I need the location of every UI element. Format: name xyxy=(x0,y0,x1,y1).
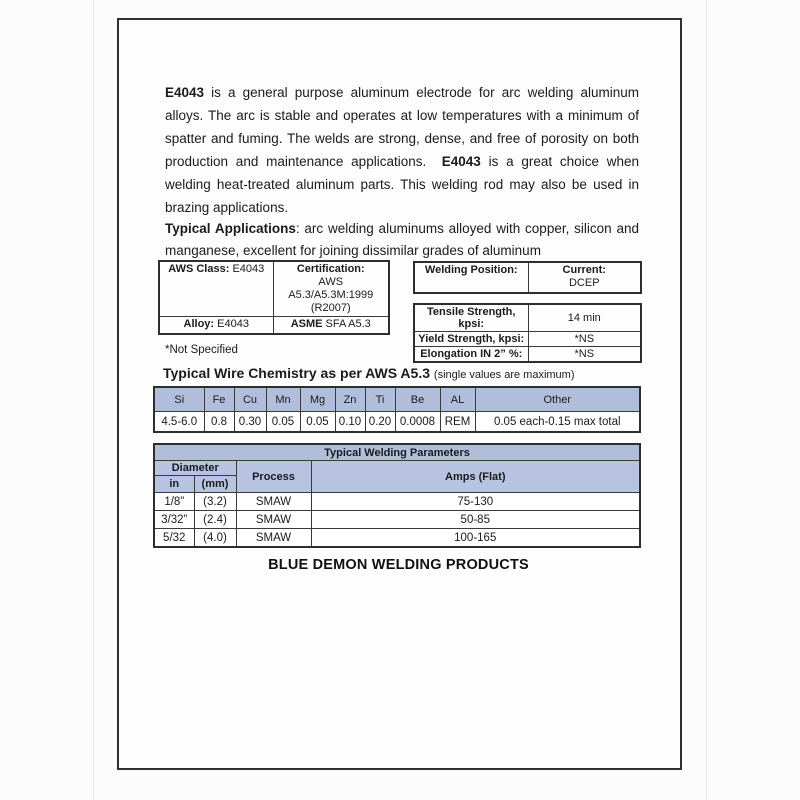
wire-chemistry-table xyxy=(153,386,641,433)
aws-class-cell xyxy=(159,261,273,317)
chem-header-cell: Be xyxy=(395,387,440,412)
table-row xyxy=(414,304,641,332)
not-specified-footnote: *Not Specified xyxy=(165,344,238,356)
chem-value-cell: 0.05 each-0.15 max total xyxy=(475,412,640,433)
yield-strength-value: *NS xyxy=(528,332,641,347)
diameter-in-value: 3/32” xyxy=(154,511,194,529)
chem-value-cell: 0.20 xyxy=(365,412,395,433)
aws-class-value: E4043 xyxy=(232,263,265,275)
chem-value-cell: 0.8 xyxy=(204,412,234,433)
chem-header-cell: AL xyxy=(440,387,475,412)
diameter-mm-value: (3.2) xyxy=(194,493,236,511)
amps-value: 50-85 xyxy=(311,511,640,529)
chem-header-cell: Mn xyxy=(266,387,300,412)
description-text-1: is a general purpose aluminum electrode for arc welding aluminum alloys. The arc is stable and operates at low temperatures with a minimum of spatter and fuming. The welds are strong, dense, and free of porosity on both production and maintenance applications. xyxy=(165,84,639,169)
mm-header: (mm) xyxy=(194,476,236,493)
asme-label: ASME xyxy=(290,318,323,330)
alloy-label: Alloy: xyxy=(183,318,215,330)
chem-value-cell: REM xyxy=(440,412,475,433)
yield-strength-label: Yield Strength, kpsi: xyxy=(414,332,528,347)
product-description-paragraph xyxy=(165,81,639,219)
wire-chemistry-note: (single values are maximum) xyxy=(433,369,575,381)
table-row xyxy=(154,511,640,529)
amps-header: Amps (Flat) xyxy=(311,461,640,493)
typical-applications-paragraph xyxy=(165,218,639,262)
chem-value-cell: 4.5-6.0 xyxy=(154,412,204,433)
chem-header-cell: Cu xyxy=(234,387,266,412)
welding-position-label: Welding Position: xyxy=(424,264,518,276)
chem-value-cell: 0.0008 xyxy=(395,412,440,433)
parameters-header-row xyxy=(154,461,640,476)
certification-label: Certification: xyxy=(296,263,365,275)
alloy-cell xyxy=(159,317,273,335)
description-text-2: is a great choice when welding heat-treated aluminum parts. This welding rod may also be used in brazing applications. xyxy=(165,153,639,215)
process-header: Process xyxy=(236,461,311,493)
elongation-value: *NS xyxy=(528,347,641,363)
chem-value-cell: 0.05 xyxy=(300,412,335,433)
chem-header-cell: Zn xyxy=(335,387,365,412)
parameters-title-row xyxy=(154,444,640,461)
chem-value-cell: 0.10 xyxy=(335,412,365,433)
welding-position-table xyxy=(413,261,640,294)
chem-header-cell: Si xyxy=(154,387,204,412)
diameter-header: Diameter xyxy=(154,461,236,476)
certification-spec: AWS A5.3/A5.3M:1999 xyxy=(288,276,374,301)
parameters-title: Typical Welding Parameters xyxy=(154,444,640,461)
chem-header-cell: Mg xyxy=(300,387,335,412)
scan-page-right-edge xyxy=(706,0,707,800)
in-header: in xyxy=(154,476,194,493)
diameter-mm-value: (4.0) xyxy=(194,529,236,548)
process-value: SMAW xyxy=(236,529,311,548)
chemistry-header-row xyxy=(154,387,640,412)
table-row xyxy=(154,493,640,511)
certification-revision: (R2007) xyxy=(310,302,351,314)
welding-position-cell xyxy=(414,262,528,293)
asme-spec: SFA A5.3 xyxy=(325,318,371,330)
wire-chemistry-heading xyxy=(163,365,575,381)
alloy-value: E4043 xyxy=(217,318,249,330)
tensile-strength-label: Tensile Strength, kpsi: xyxy=(414,304,528,332)
typical-applications-text: : arc welding aluminums alloyed with copper, silicon and manganese, excellent for joining dissimilar grades of aluminum xyxy=(165,220,639,258)
aws-class-label: AWS Class: xyxy=(168,263,230,275)
welding-parameters-table xyxy=(153,443,641,548)
chem-value-cell: 0.30 xyxy=(234,412,266,433)
chemistry-values-row xyxy=(154,412,640,433)
scan-page-left-edge xyxy=(93,0,94,800)
process-value: SMAW xyxy=(236,511,311,529)
table-row xyxy=(414,332,641,347)
wire-chemistry-title: Typical Wire Chemistry as per AWS A5.3 xyxy=(163,365,431,381)
diameter-mm-value: (2.4) xyxy=(194,511,236,529)
product-code-bold: E4043 xyxy=(165,84,205,100)
elongation-label: Elongation IN 2” %: xyxy=(414,347,528,363)
tensile-strength-value: 14 min xyxy=(528,304,641,332)
table-row xyxy=(154,529,640,548)
chem-header-cell: Ti xyxy=(365,387,395,412)
diameter-in-value: 1/8” xyxy=(154,493,194,511)
diameter-in-value: 5/32 xyxy=(154,529,194,548)
classification-table xyxy=(158,260,388,335)
product-code-bold: E4043 xyxy=(441,153,481,169)
amps-value: 100-165 xyxy=(311,529,640,548)
current-value: DCEP xyxy=(568,277,600,289)
company-name-footer: BLUE DEMON WELDING PRODUCTS xyxy=(268,557,529,573)
chem-header-cell: Other xyxy=(475,387,640,412)
table-row xyxy=(414,347,641,363)
chem-header-cell: Fe xyxy=(204,387,234,412)
asme-cell xyxy=(273,317,389,335)
certification-cell xyxy=(273,261,389,317)
mechanical-properties-table xyxy=(413,303,640,363)
current-label: Current: xyxy=(562,264,606,276)
amps-value: 75-130 xyxy=(311,493,640,511)
current-cell xyxy=(528,262,641,293)
typical-applications-label: Typical Applications xyxy=(165,220,296,236)
process-value: SMAW xyxy=(236,493,311,511)
chem-value-cell: 0.05 xyxy=(266,412,300,433)
